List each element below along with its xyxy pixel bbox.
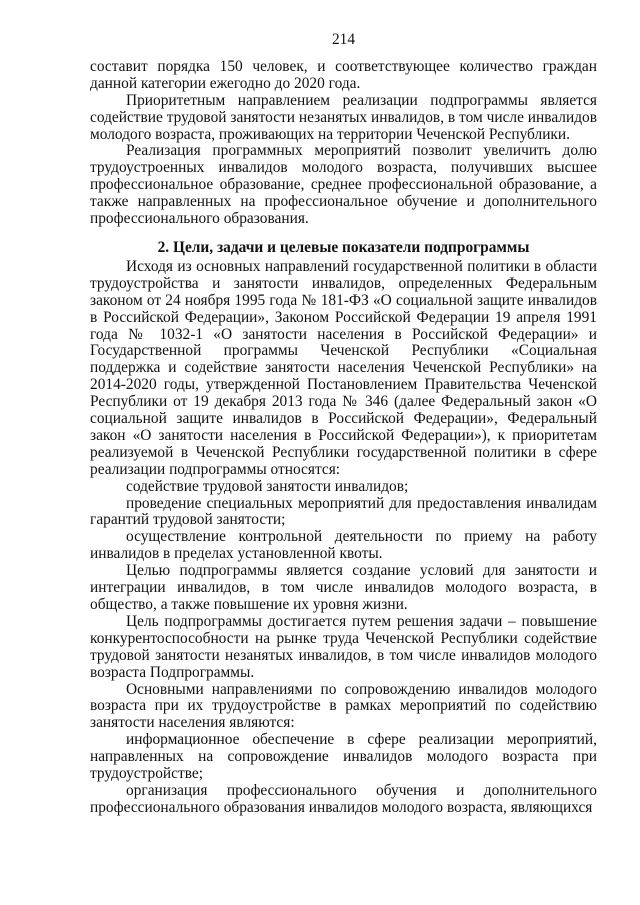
section-heading: 2. Цели, задачи и целевые показатели подпрограммы xyxy=(157,238,530,256)
list-item: информационное обеспечение в сфере реализации мероприятий, направленных на сопровождение инвалидов молодого возраста при трудоустройстве; xyxy=(90,731,597,783)
document-page xyxy=(90,32,597,817)
paragraph: Цель подпрограммы достигается путем решения задачи – повышение конкурентоспособности на рынке труда Чеченской Республики содействие трудовой занятости незанятых инвалидов, в том числе инвалидов молодого возраста Подпрограммы. xyxy=(90,612,597,681)
list-item: содействие трудовой занятости инвалидов; xyxy=(126,477,409,495)
paragraph: Реализация программных мероприятий позволит увеличить долю трудоустроенных инвалидов молодого возраста, получивших высшее профессиональное образование, среднее профессиональной образование, а также направленных на профессиональное обучение и дополнительного профессионального образования. xyxy=(90,142,597,228)
page-number: 214 xyxy=(331,31,356,48)
goals-section xyxy=(90,259,597,817)
list-item: проведение специальных мероприятий для предоставления инвалидам гарантий трудовой занятости; xyxy=(90,494,597,529)
paragraph: Целью подпрограммы является создание условий для занятости и интеграции инвалидов, в том числе инвалидов молодого возраста, в общество, а также повышение их уровня жизни. xyxy=(90,562,597,613)
list-item: организация профессионального обучения и дополнительного профессионального образования инвалидов молодого возраста, являющихся xyxy=(90,781,597,816)
intro-section xyxy=(90,59,597,228)
paragraph: составит порядка 150 человек, и соответствующее количество граждан данной категории ежегодно до 2020 года. xyxy=(90,57,597,92)
paragraph: Исходя из основных направлений государственной политики в области трудоустройства и занятости инвалидов, определенных Федеральным законом от 24 ноября 1995 года № 181-ФЗ «О социальной защите инвалидов в Российской Федерации», Законом Российской Федерации 19 апреля 1991 года № 1032-1 «О занятости населения в Российской Федерации» и Государственной программы Чеченской Республики «Социальная поддержка и содействие занятости населения Чеченской Республики» на 2014-2020 годы, утвержденной Постановлением Правительства Чеченской Республики от 19 декабря 2013 года № 346 (далее Федеральный закон «О социальной защите инвалидов в Российской Федерации», Федеральный закон «О занятости населения в Российской Федерации»), к приоритетам реализуемой в Чеченской Республики государственной политики в сфере реализации подпрограммы относятся: xyxy=(90,257,597,478)
paragraph: Основными направлениями по сопровождению инвалидов молодого возраста при их трудоустройстве в рамках мероприятий по содействию занятости населения являются: xyxy=(90,680,597,732)
list-item: осуществление контрольной деятельности по приему на работу инвалидов в пределах установленной квоты. xyxy=(90,528,597,563)
paragraph: Приоритетным направлением реализации подпрограммы является содействие трудовой занятости незанятых инвалидов, в том числе инвалидов молодого возраста, проживающих на территории Чеченской Республики. xyxy=(90,91,597,143)
